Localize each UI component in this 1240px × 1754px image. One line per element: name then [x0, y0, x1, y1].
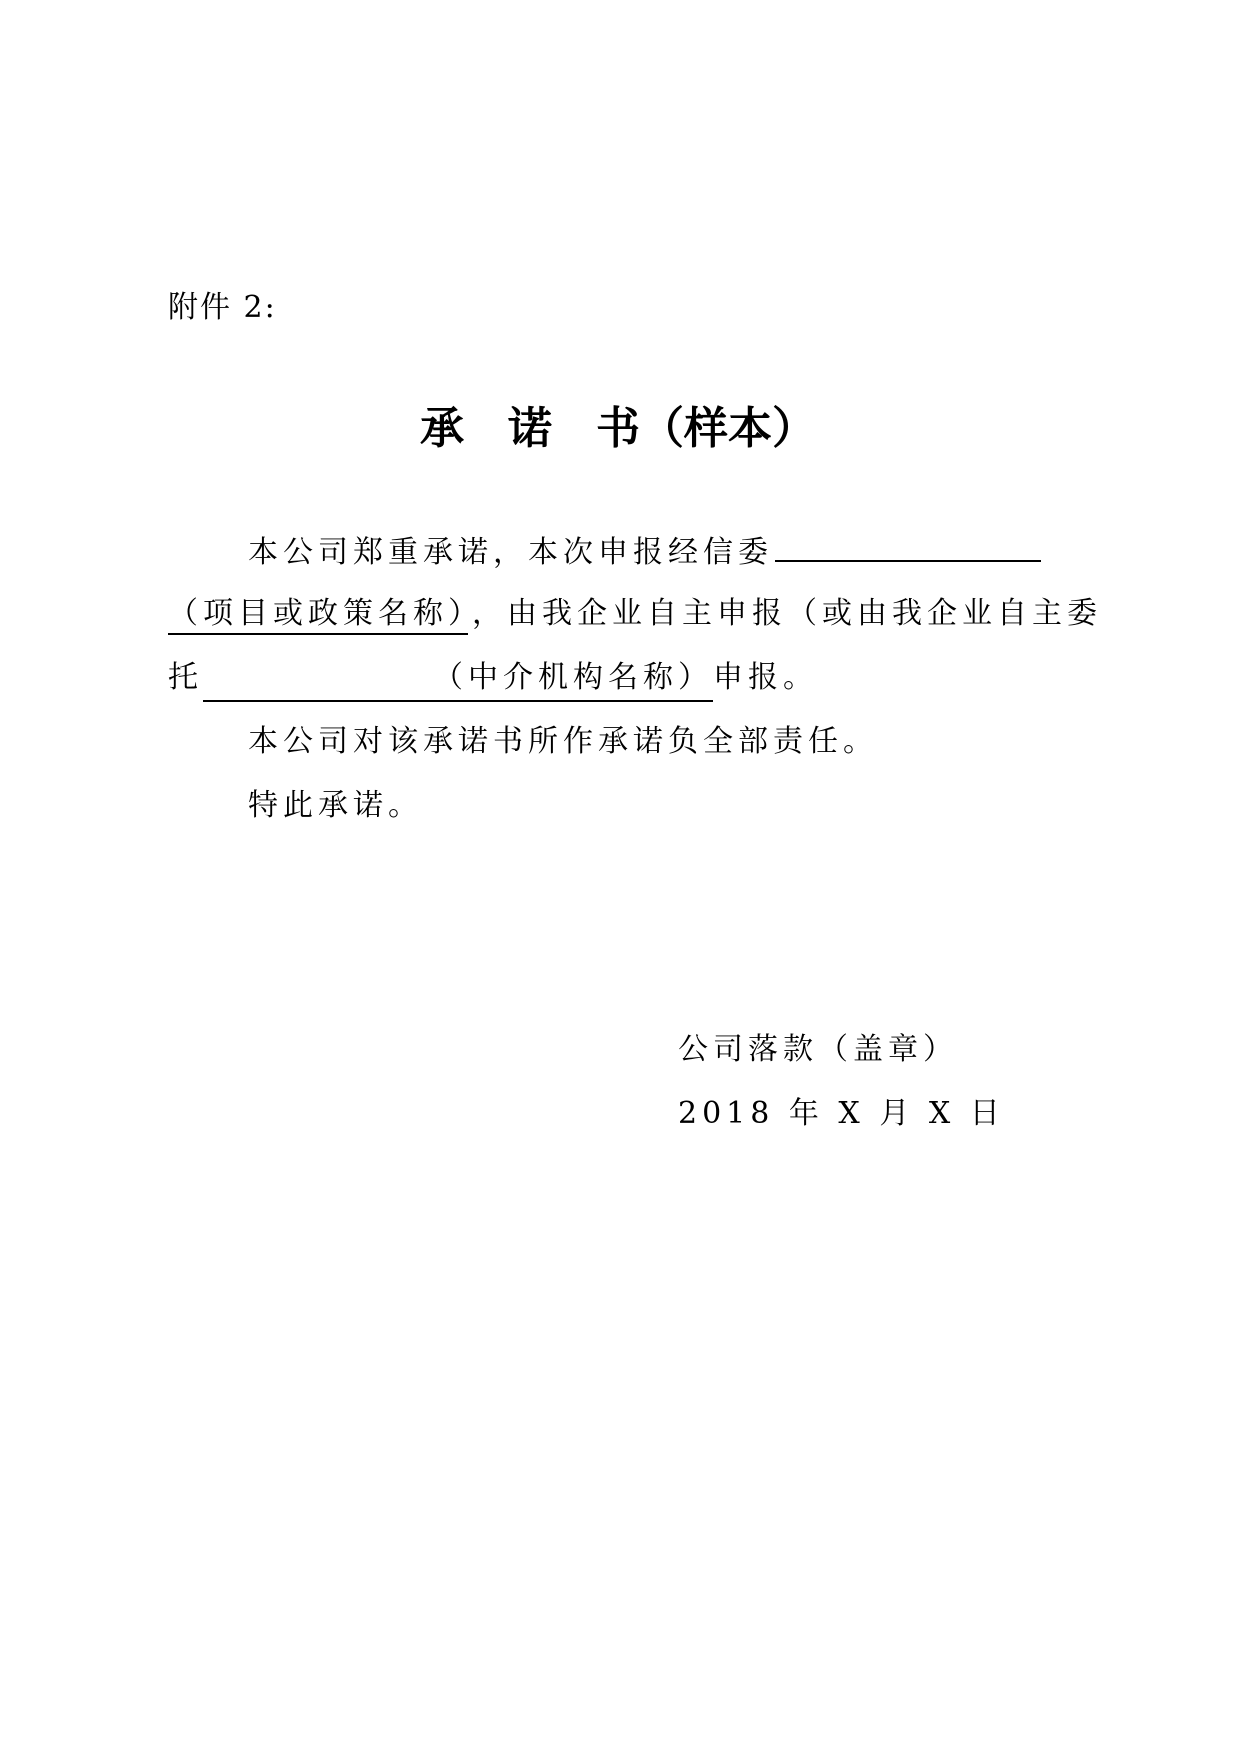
title-char-1: 承	[420, 403, 464, 454]
title-char-2: 诺	[508, 403, 552, 454]
attachment-label: 附件 2:	[168, 290, 277, 325]
title-suffix: （样本）	[640, 403, 816, 454]
title-char-3: 书	[596, 403, 640, 454]
signature-date: 2018 年 X 月 X 日	[678, 1096, 1005, 1131]
project-name-placeholder: （项目或政策名称）	[168, 596, 468, 635]
project-blank-line	[775, 530, 1041, 562]
paragraph-2	[168, 594, 1102, 634]
paragraph-1	[248, 530, 1041, 573]
paragraph-1-text: 本公司郑重承诺，本次申报经信委	[248, 535, 773, 570]
company-signature: 公司落款（盖章）	[678, 1032, 958, 1067]
paragraph-3-suffix: 申报。	[713, 660, 818, 695]
document-title	[420, 392, 816, 456]
paragraph-3-prefix: 托	[168, 660, 203, 695]
agency-name-placeholder: （中介机构名称）	[203, 658, 713, 702]
paragraph-3	[168, 658, 818, 702]
paragraph-4: 本公司对该承诺书所作承诺负全部责任。	[248, 724, 878, 759]
paragraph-5: 特此承诺。	[248, 788, 423, 823]
paragraph-2-text: ，由我企业自主申报（或由我企业自主委	[472, 596, 1102, 631]
